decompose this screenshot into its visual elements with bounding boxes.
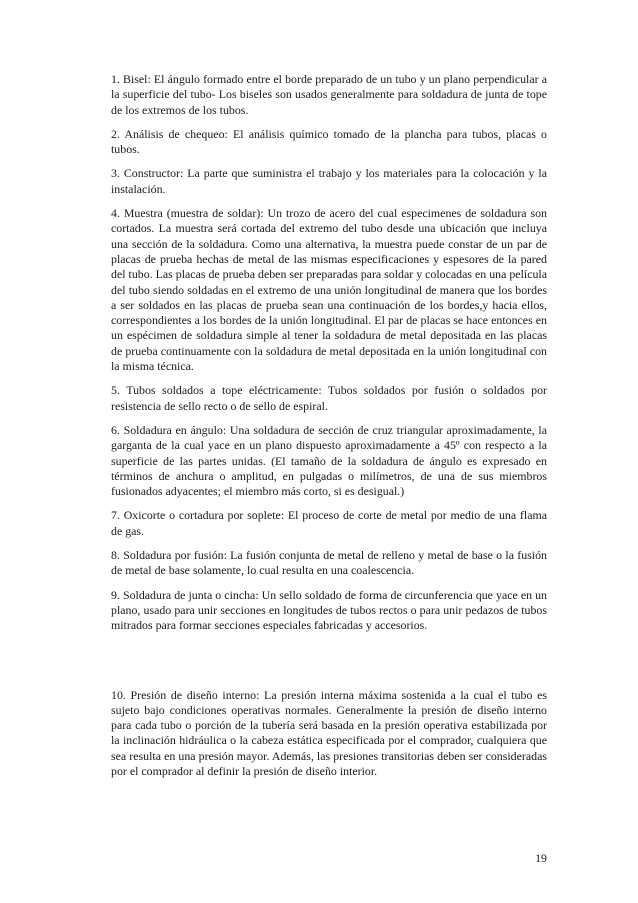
section-spacer (111, 634, 547, 688)
page-number: 19 (535, 851, 547, 865)
definition-paragraph-9: 9. Soldadura de junta o cincha: Un sello soldado de forma de circunferencia que yace en un plano, usado para unir secciones en longitudes de tubos rectos o para unir pedazos de tubos mitrados para formar secciones especiales fabricadas y accesorios. (111, 587, 547, 633)
definition-paragraph-5: 5. Tubos soldados a tope eléctricamente: Tubos soldados por fusión o soldados por resistencia de sello recto o de sello de espiral. (111, 383, 547, 413)
paragraph-spacer (111, 197, 547, 206)
paragraph-spacer (111, 579, 547, 588)
paragraph-spacer (111, 499, 547, 508)
definition-paragraph-3: 3. Constructor: La parte que suministra el trabajo y los materiales para la colocación y la instalación. (111, 166, 547, 196)
paragraph-spacer (111, 374, 547, 383)
definition-paragraph-1: 1. Bisel: El ángulo formado entre el borde preparado de un tubo y un plano perpendicular a la superficie del tubo- Los biseles son usados generalmente para soldadura de junta de tope de los extremos de los tubos. (111, 72, 547, 117)
paragraph-spacer (111, 118, 547, 127)
definition-paragraph-7: 7. Oxicorte o cortadura por soplete: El proceso de corte de metal por medio de una flama de gas. (111, 508, 547, 538)
document-body (111, 72, 547, 779)
definition-paragraph-2: 2. Análisis de chequeo: El análisis químico tomado de la plancha para tubos, placas o tubos. (111, 126, 547, 157)
definition-paragraph-6: 6. Soldadura en ángulo: Una soldadura de sección de cruz triangular aproximadamente, la garganta de la cual yace en un plano dispuesto aproximadamente a 45º con respecto a la superficie de las partes unidas. (El tamaño de la soldadura de ángulo es expresado en términos de anchura o amplitud, en pulgadas o milímetros, de una de sus miembros fusionados adyacentes; el miembro más corto, si es desigual.) (111, 422, 547, 499)
definition-paragraph-10: 10. Presión de diseño interno: La presión interna máxima sostenida a la cual el tubo es sujeto bajo condiciones operativas normales. Generalmente la presión de diseño interno para cada tubo o porción de la tubería será basada en la presión operativa estabilizada por la inclinación hidráulica o la cabeza estática especificada por el comprador, cualquiera que sea resulta en una presión mayor. Además, las presiones transitorias deben ser consideradas por el comprador al definir la presión de diseño interior. (111, 687, 547, 778)
definition-paragraph-4: 4. Muestra (muestra de soldar): Un trozo de acero del cual especimenes de soldadura son cortados. La muestra será cortada del extremo del tubo desde una ubicación que incluya una sección de la soldadura. Como una alternativa, la muestra puede constar de un par de placas de prueba hechas de metal de las mismas especificaciones y espesores de la pared del tubo. Las placas de prueba deben ser preparadas para soldar y colocadas en una película del tubo siendo soldadas en el extremo de una unión longitudinal de manera que los bordes a ser soldados en las placas de prueba sean una continuación de los bordes,y hacia ellos, correspondientes a los bordes de la unión longitudinal. El par de placas se hace entonces en un espécimen de soldadura simple al tener la soldadura de metal depositada en las placas de prueba continuamente con la soldadura de metal depositada en la unión longitudinal con la misma técnica. (111, 206, 547, 374)
paragraph-spacer (111, 414, 547, 423)
paragraph-spacer (111, 157, 547, 166)
paragraph-spacer (111, 539, 547, 548)
definition-paragraph-8: 8. Soldadura por fusión: La fusión conjunta de metal de relleno y metal de base o la fusión de metal de base solamente, lo cual resulta en una coalescencia. (111, 548, 547, 578)
